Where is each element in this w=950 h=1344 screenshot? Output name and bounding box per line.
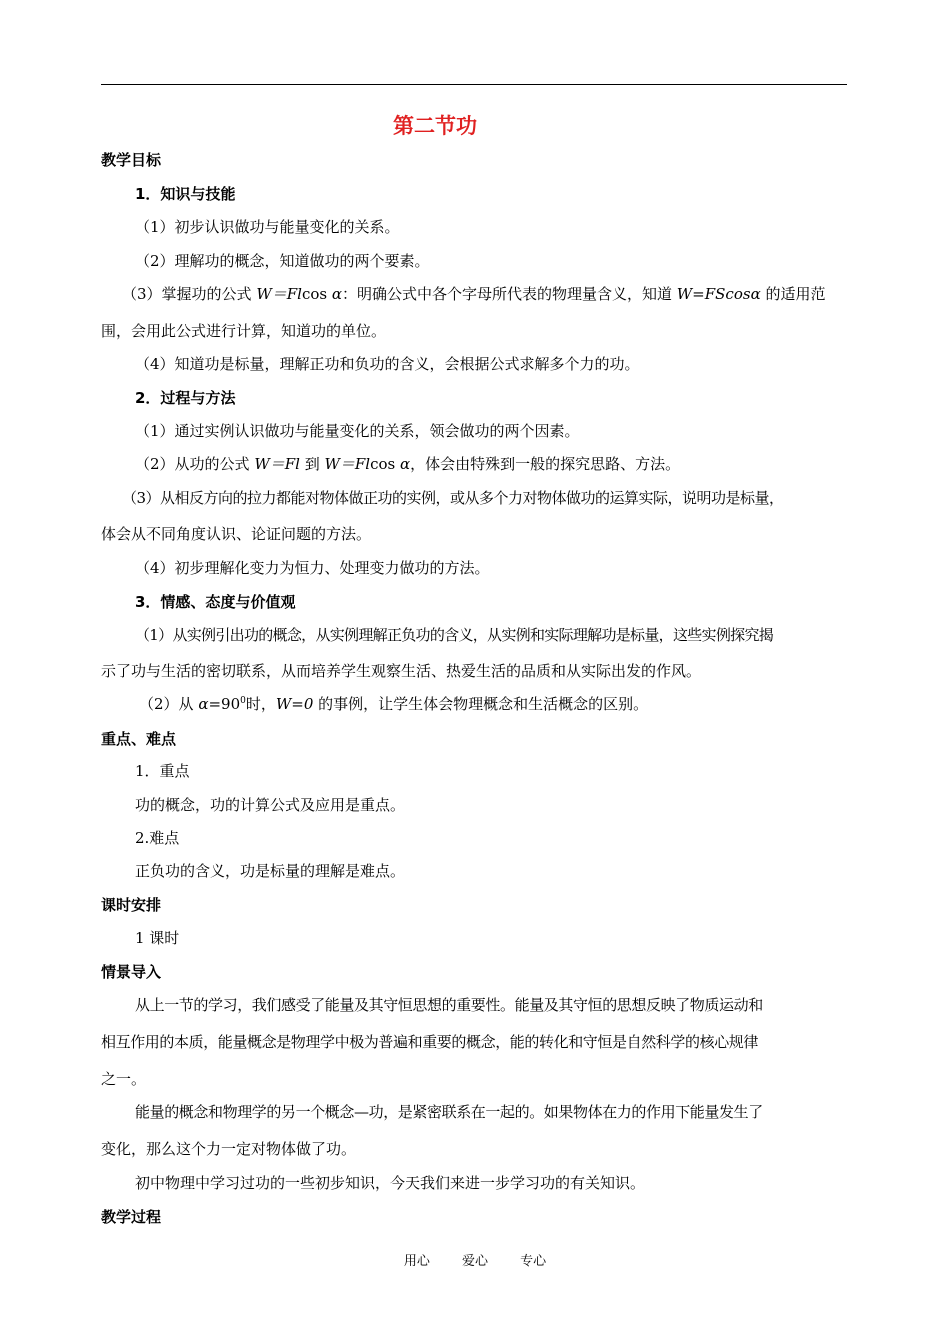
paragraph: [122, 284, 825, 304]
subheading-knowledge: 1．知识与技能: [135, 185, 236, 203]
heading-process: 教学过程: [101, 1208, 162, 1226]
paragraph: [139, 694, 648, 714]
formula: W=FScosα: [676, 285, 761, 303]
formula: W＝Fl: [254, 455, 300, 473]
text-run: 的适用范: [760, 285, 826, 303]
paragraph: 功的概念，功的计算公式及应用是重点。: [135, 796, 406, 814]
heading-key-points: 重点、难点: [101, 730, 177, 748]
text-run: ：明确公式中各个字母所代表的物理量含义，知道: [341, 285, 677, 303]
paragraph: 变化，那么这个力一定对物体做了功。: [101, 1140, 357, 1158]
superscript: 0: [240, 696, 246, 706]
paragraph: （4）初步理解化变力为恒力、处理变力做功的方法。: [135, 559, 490, 577]
formula: W＝Fl: [324, 455, 371, 473]
formula-alpha: α: [198, 695, 209, 713]
paragraph: （3）从相反方向的拉力都能对物体做正功的实例，或从多个力对物体做功的运算实际，说明功是标量，: [122, 489, 784, 507]
footer-item: 专心: [520, 1254, 547, 1269]
paragraph: 体会从不同角度认识、论证问题的方法。: [101, 525, 372, 543]
paragraph: 初中物理中学习过功的一些初步知识，今天我们来进一步学习功的有关知识。: [135, 1174, 646, 1192]
paragraph: 能量的概念和物理学的另一个概念—功，是紧密联系在一起的。如果物体在力的作用下能量发生了: [135, 1103, 763, 1121]
paragraph: 之一。: [101, 1070, 147, 1088]
formula-cos: cos: [370, 455, 396, 473]
subheading: 2.难点: [135, 829, 180, 847]
paragraph: 围，会用此公式进行计算，知道功的单位。: [101, 322, 387, 340]
paragraph: （2）理解功的概念，知道做功的两个要素。: [135, 252, 430, 270]
paragraph: （1）从实例引出功的概念，从实例理解正负功的含义，从实例和实际理解功是标量，这些实例探究揭: [135, 626, 774, 644]
heading-schedule: 课时安排: [101, 896, 162, 914]
heading-goals: 教学目标: [101, 151, 162, 169]
text-run: （3）掌握功的公式: [122, 285, 257, 303]
paragraph: （4）知道功是标量，理解正功和负功的含义，会根据公式求解多个力的功。: [135, 355, 640, 373]
text-run: 的事例，让学生体会物理概念和生活概念的区别。: [313, 695, 649, 713]
text-run: 到: [299, 455, 325, 473]
paragraph: 相互作用的本质，能量概念是物理学中极为普遍和重要的概念，能的转化和守恒是自然科学的核心规律: [101, 1033, 759, 1051]
paragraph: 正负功的含义，功是标量的理解是难点。: [135, 862, 406, 880]
formula-alpha: α: [395, 455, 411, 473]
page-footer: [0, 1250, 950, 1269]
text-run: ，体会由特殊到一般的探究思路、方法。: [410, 455, 681, 473]
paragraph: （1）初步认识做功与能量变化的关系。: [135, 218, 400, 236]
formula-alpha: α: [327, 285, 342, 303]
footer-item: 爱心: [461, 1254, 488, 1269]
formula: W=0: [275, 695, 314, 713]
paragraph: [135, 454, 680, 474]
subheading-process: 2．过程与方法: [135, 389, 236, 407]
subheading-attitude: 3．情感、态度与价值观: [135, 593, 296, 611]
subheading: 1．重点: [135, 762, 190, 780]
heading-intro: 情景导入: [101, 963, 162, 981]
paragraph: （1）通过实例认识做功与能量变化的关系，领会做功的两个因素。: [135, 422, 580, 440]
formula-cos: cos: [301, 285, 328, 303]
text-run: =90: [208, 695, 241, 713]
page-title: 第二节功: [393, 114, 477, 138]
text-run: （2）从: [139, 695, 199, 713]
formula: W＝Fl: [256, 285, 302, 303]
footer-item: 用心: [403, 1254, 430, 1269]
text-run: 时，: [245, 695, 276, 713]
header-rule: [101, 84, 847, 85]
paragraph: 从上一节的学习，我们感受了能量及其守恒思想的重要性。能量及其守恒的思想反映了物质运动和: [135, 996, 763, 1014]
paragraph: 1 课时: [135, 929, 180, 947]
text-run: （2）从功的公式: [135, 455, 255, 473]
paragraph: 示了功与生活的密切联系，从而培养学生观察生活、热爱生活的品质和从实际出发的作风。: [101, 662, 702, 680]
